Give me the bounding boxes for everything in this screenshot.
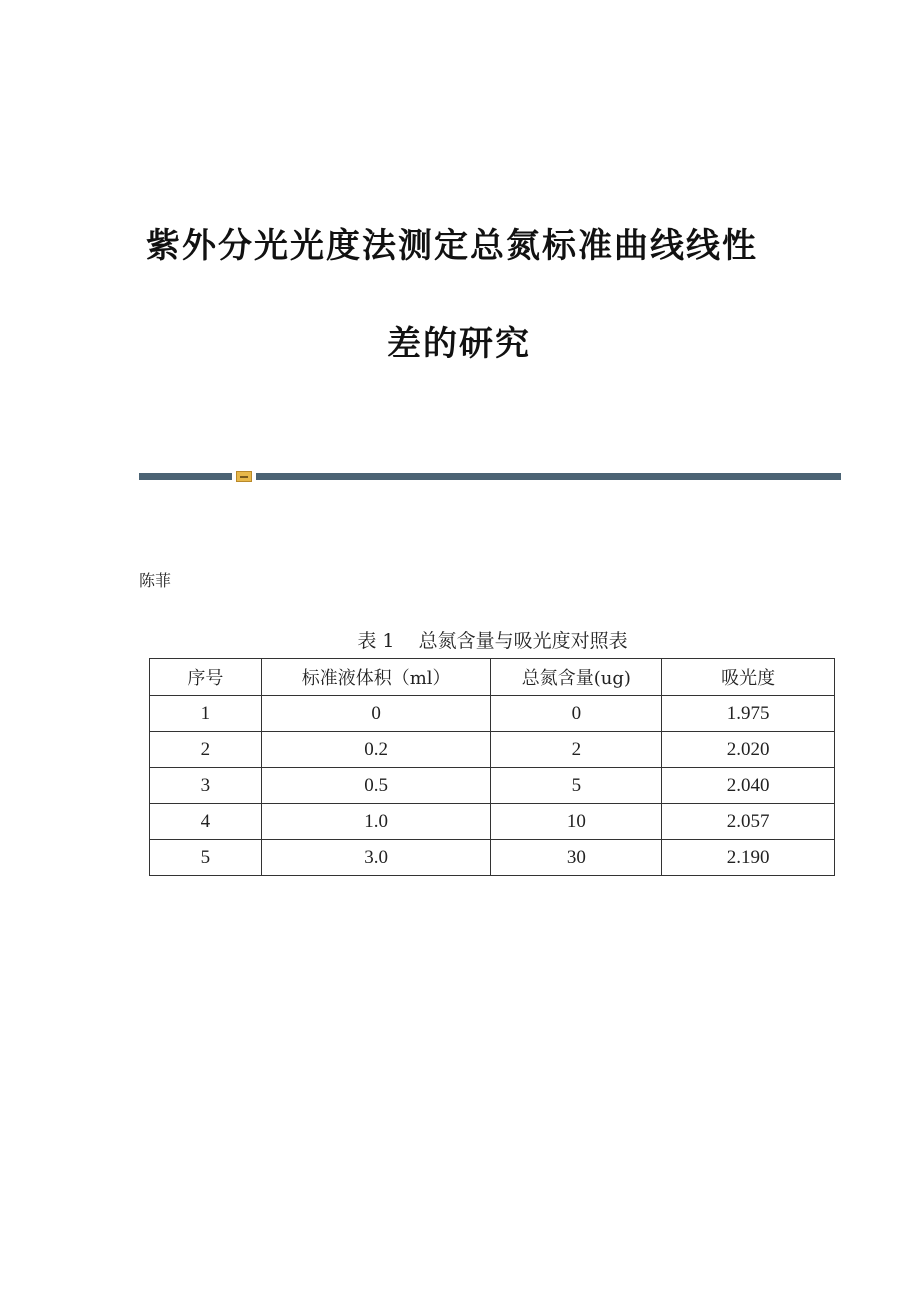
header-cell-absorbance: 吸光度: [662, 659, 835, 696]
divider-bar-right: [256, 473, 841, 480]
cell-nitrogen: 10: [491, 804, 662, 840]
document-title-line-1: 紫外分光光度法测定总氮标准曲线线性: [146, 226, 758, 266]
document-title-line-2: 差的研究: [387, 324, 531, 364]
cell-index: 4: [150, 804, 262, 840]
cell-nitrogen: 5: [491, 768, 662, 804]
header-cell-volume: 标准液体积（ml）: [261, 659, 491, 696]
cell-absorbance: 2.057: [662, 804, 835, 840]
cell-volume: 3.0: [261, 840, 491, 876]
divider-bar-left: [139, 473, 232, 480]
cell-volume: 0: [261, 696, 491, 732]
cell-absorbance: 2.020: [662, 732, 835, 768]
author-name: 陈菲: [139, 571, 172, 590]
table-header-row: [150, 659, 835, 696]
cell-nitrogen: 2: [491, 732, 662, 768]
header-cell-nitrogen: 总氮含量(ug): [491, 659, 662, 696]
cell-index: 3: [150, 768, 262, 804]
table-caption: 表 1 总氮含量与吸光度对照表: [357, 630, 628, 652]
cell-volume: 0.2: [261, 732, 491, 768]
header-cell-index: 序号: [150, 659, 262, 696]
cell-nitrogen: 30: [491, 840, 662, 876]
title-divider: [139, 471, 841, 481]
cell-absorbance: 2.190: [662, 840, 835, 876]
data-table: [149, 658, 835, 876]
cell-absorbance: 1.975: [662, 696, 835, 732]
cell-index: 2: [150, 732, 262, 768]
cell-index: 5: [150, 840, 262, 876]
divider-ornament-icon: [236, 471, 252, 482]
table-row: [150, 804, 835, 840]
cell-volume: 0.5: [261, 768, 491, 804]
table-row: [150, 732, 835, 768]
cell-absorbance: 2.040: [662, 768, 835, 804]
table-row: [150, 768, 835, 804]
cell-nitrogen: 0: [491, 696, 662, 732]
table-row: [150, 696, 835, 732]
cell-index: 1: [150, 696, 262, 732]
table-row: [150, 840, 835, 876]
cell-volume: 1.0: [261, 804, 491, 840]
